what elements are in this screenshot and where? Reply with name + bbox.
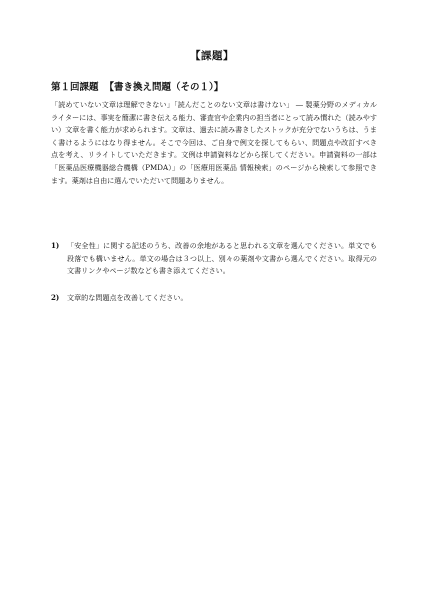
task-text: 「安全性」に関する記述のうち、改善の余地があると思われる文章を選んでください。単文でも段落でも構いません。単文の場合は３つ以上、別々の薬剤や文書から選んでください。取得元の文書リンクやページ数なども書き添えてください。 — [67, 241, 377, 276]
intro-paragraph: 「読めていない文章は理解できない」「読んだことのない文章は書けない」 ― 製薬分野のメディカルライターには、事実を簡潔に書き伝える能力、審査官や企業内の担当者にとって読み慣れた（読みやすい）文章を書く能力が求められます。文章は、過去に読み書きしたストックが充分でないうちは、うまく書けるようにはなり得ません。そこで今回は、ご自身で例文を探してもらい、問題点や改訂すべき点を考え、リライトしていただきます。文例は申請資料などから探してください。申請資料の一部は「医薬品医療機器総合機構（PMDA）」の「医療用医薬品 情報検索」のページから検索して参照できます。薬剤は自由に選んでいただいて問題ありません。 — [51, 100, 377, 185]
section-label: 第１回課題 — [51, 82, 99, 93]
task-number: 2) — [51, 293, 60, 302]
task-number: 1) — [51, 241, 60, 250]
section-heading — [51, 79, 223, 93]
document-title: 【課題】 — [190, 50, 234, 62]
task-item-2 — [51, 292, 377, 305]
task-text: 文章的な問題点を改善してください。 — [67, 293, 188, 302]
task-item-1 — [51, 240, 377, 278]
section-subtitle: 【書き換え問題（その１）】 — [104, 82, 224, 93]
